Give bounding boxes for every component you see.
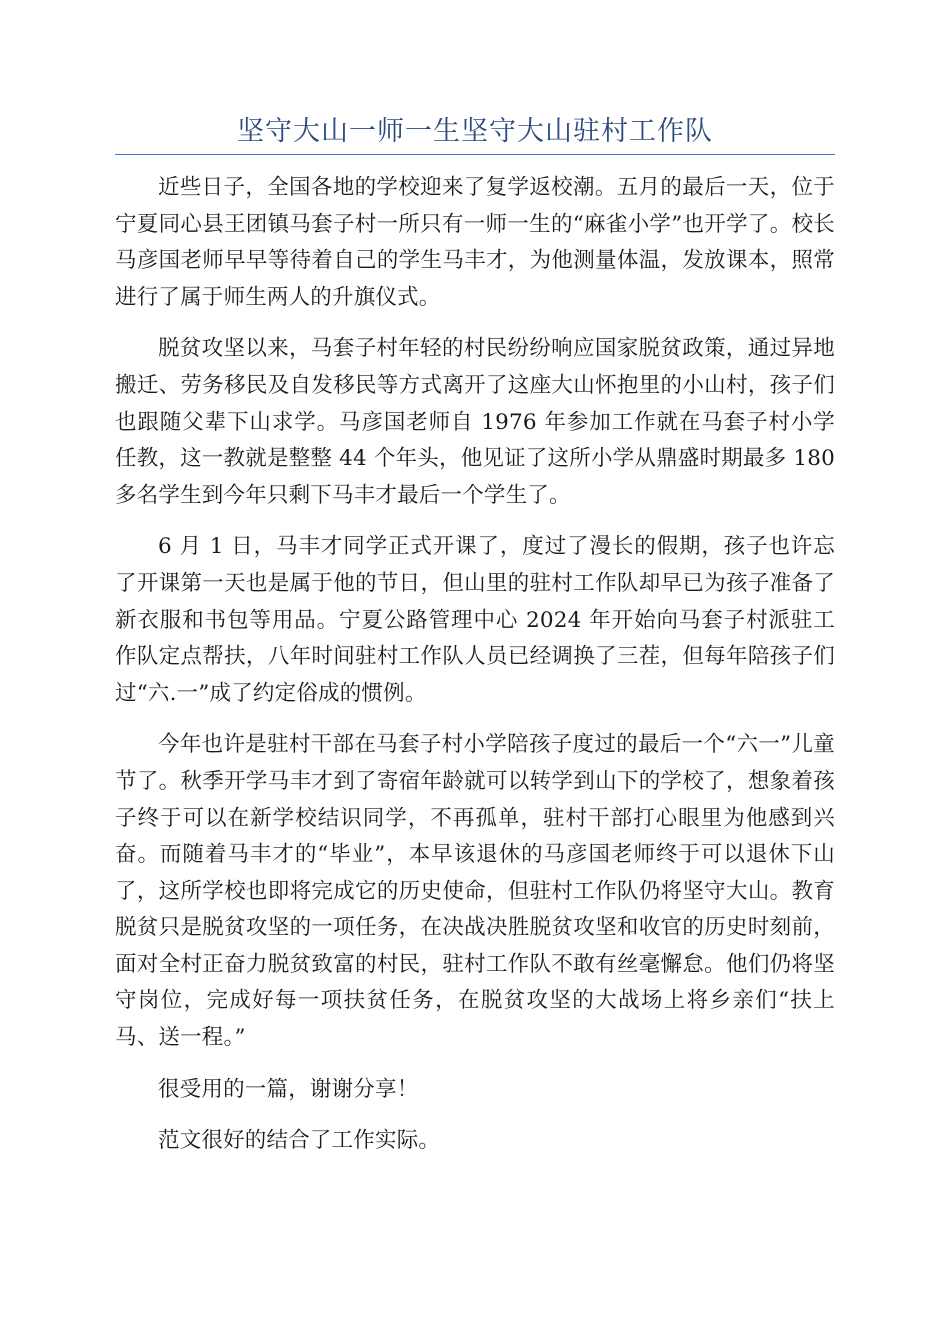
- paragraph-1: 近些日子，全国各地的学校迎来了复学返校潮。五月的最后一天，位于宁夏同心县王团镇马套子村一所只有一师一生的“麻雀小学”也开学了。校长马彦国老师早早等待着自己的学生马丰才，为他测量体温，发放课本，照常进行了属于师生两人的升旗仪式。: [115, 175, 835, 310]
- comment-2: 范文很好的结合了工作实际。: [158, 1128, 441, 1154]
- paragraph-2: 脱贫攻坚以来，马套子村年轻的村民纷纷响应国家脱贫政策，通过异地搬迁、劳务移民及自发移民等方式离开了这座大山怀抱里的小山村，孩子们也跟随父辈下山求学。马彦国老师自 1976 年参加工作就在马套子村小学任教，这一教就是整整 44 个年头，他见证了这所小学从鼎盛时期最多 180 多名学生到今年只剩下马丰才最后一个学生了。: [115, 336, 835, 508]
- paragraph-3: 6 月 1 日，马丰才同学正式开课了，度过了漫长的假期，孩子也许忘了开课第一天也是属于他的节日，但山里的驻村工作队却早已为孩子准备了新衣服和书包等用品。宁夏公路管理中心 2024 年开始向马套子村派驻工作队定点帮扶，八年时间驻村工作队人员已经调换了三茬，但每年陪孩子们过“六.一”成了约定俗成的惯例。: [115, 534, 835, 706]
- paragraph-4: 今年也许是驻村干部在马套子村小学陪孩子度过的最后一个“六一”儿童节了。秋季开学马丰才到了寄宿年龄就可以转学到山下的学校了，想象着孩子终于可以在新学校结识同学，不再孤单，驻村干部打心眼里为他感到兴奋。而随着马丰才的“毕业”，本早该退休的马彦国老师终于可以退休下山了，这所学校也即将完成它的历史使命，但驻村工作队仍将坚守大山。教育脱贫只是脱贫攻坚的一项任务，在决战决胜脱贫攻坚和收官的历史时刻前，面对全村正奋力脱贫致富的村民，驻村工作队不敢有丝毫懈怠。他们仍将坚守岗位，完成好每一项扶贫任务，在脱贫攻坚的大战场上将乡亲们“扶上马、送一程。”: [115, 732, 835, 1051]
- comment-1: 很受用的一篇，谢谢分享！: [158, 1076, 419, 1102]
- document-body: [115, 170, 835, 1175]
- title-underline: [115, 154, 835, 155]
- document-title: 坚守大山一师一生坚守大山驻村工作队: [237, 116, 713, 147]
